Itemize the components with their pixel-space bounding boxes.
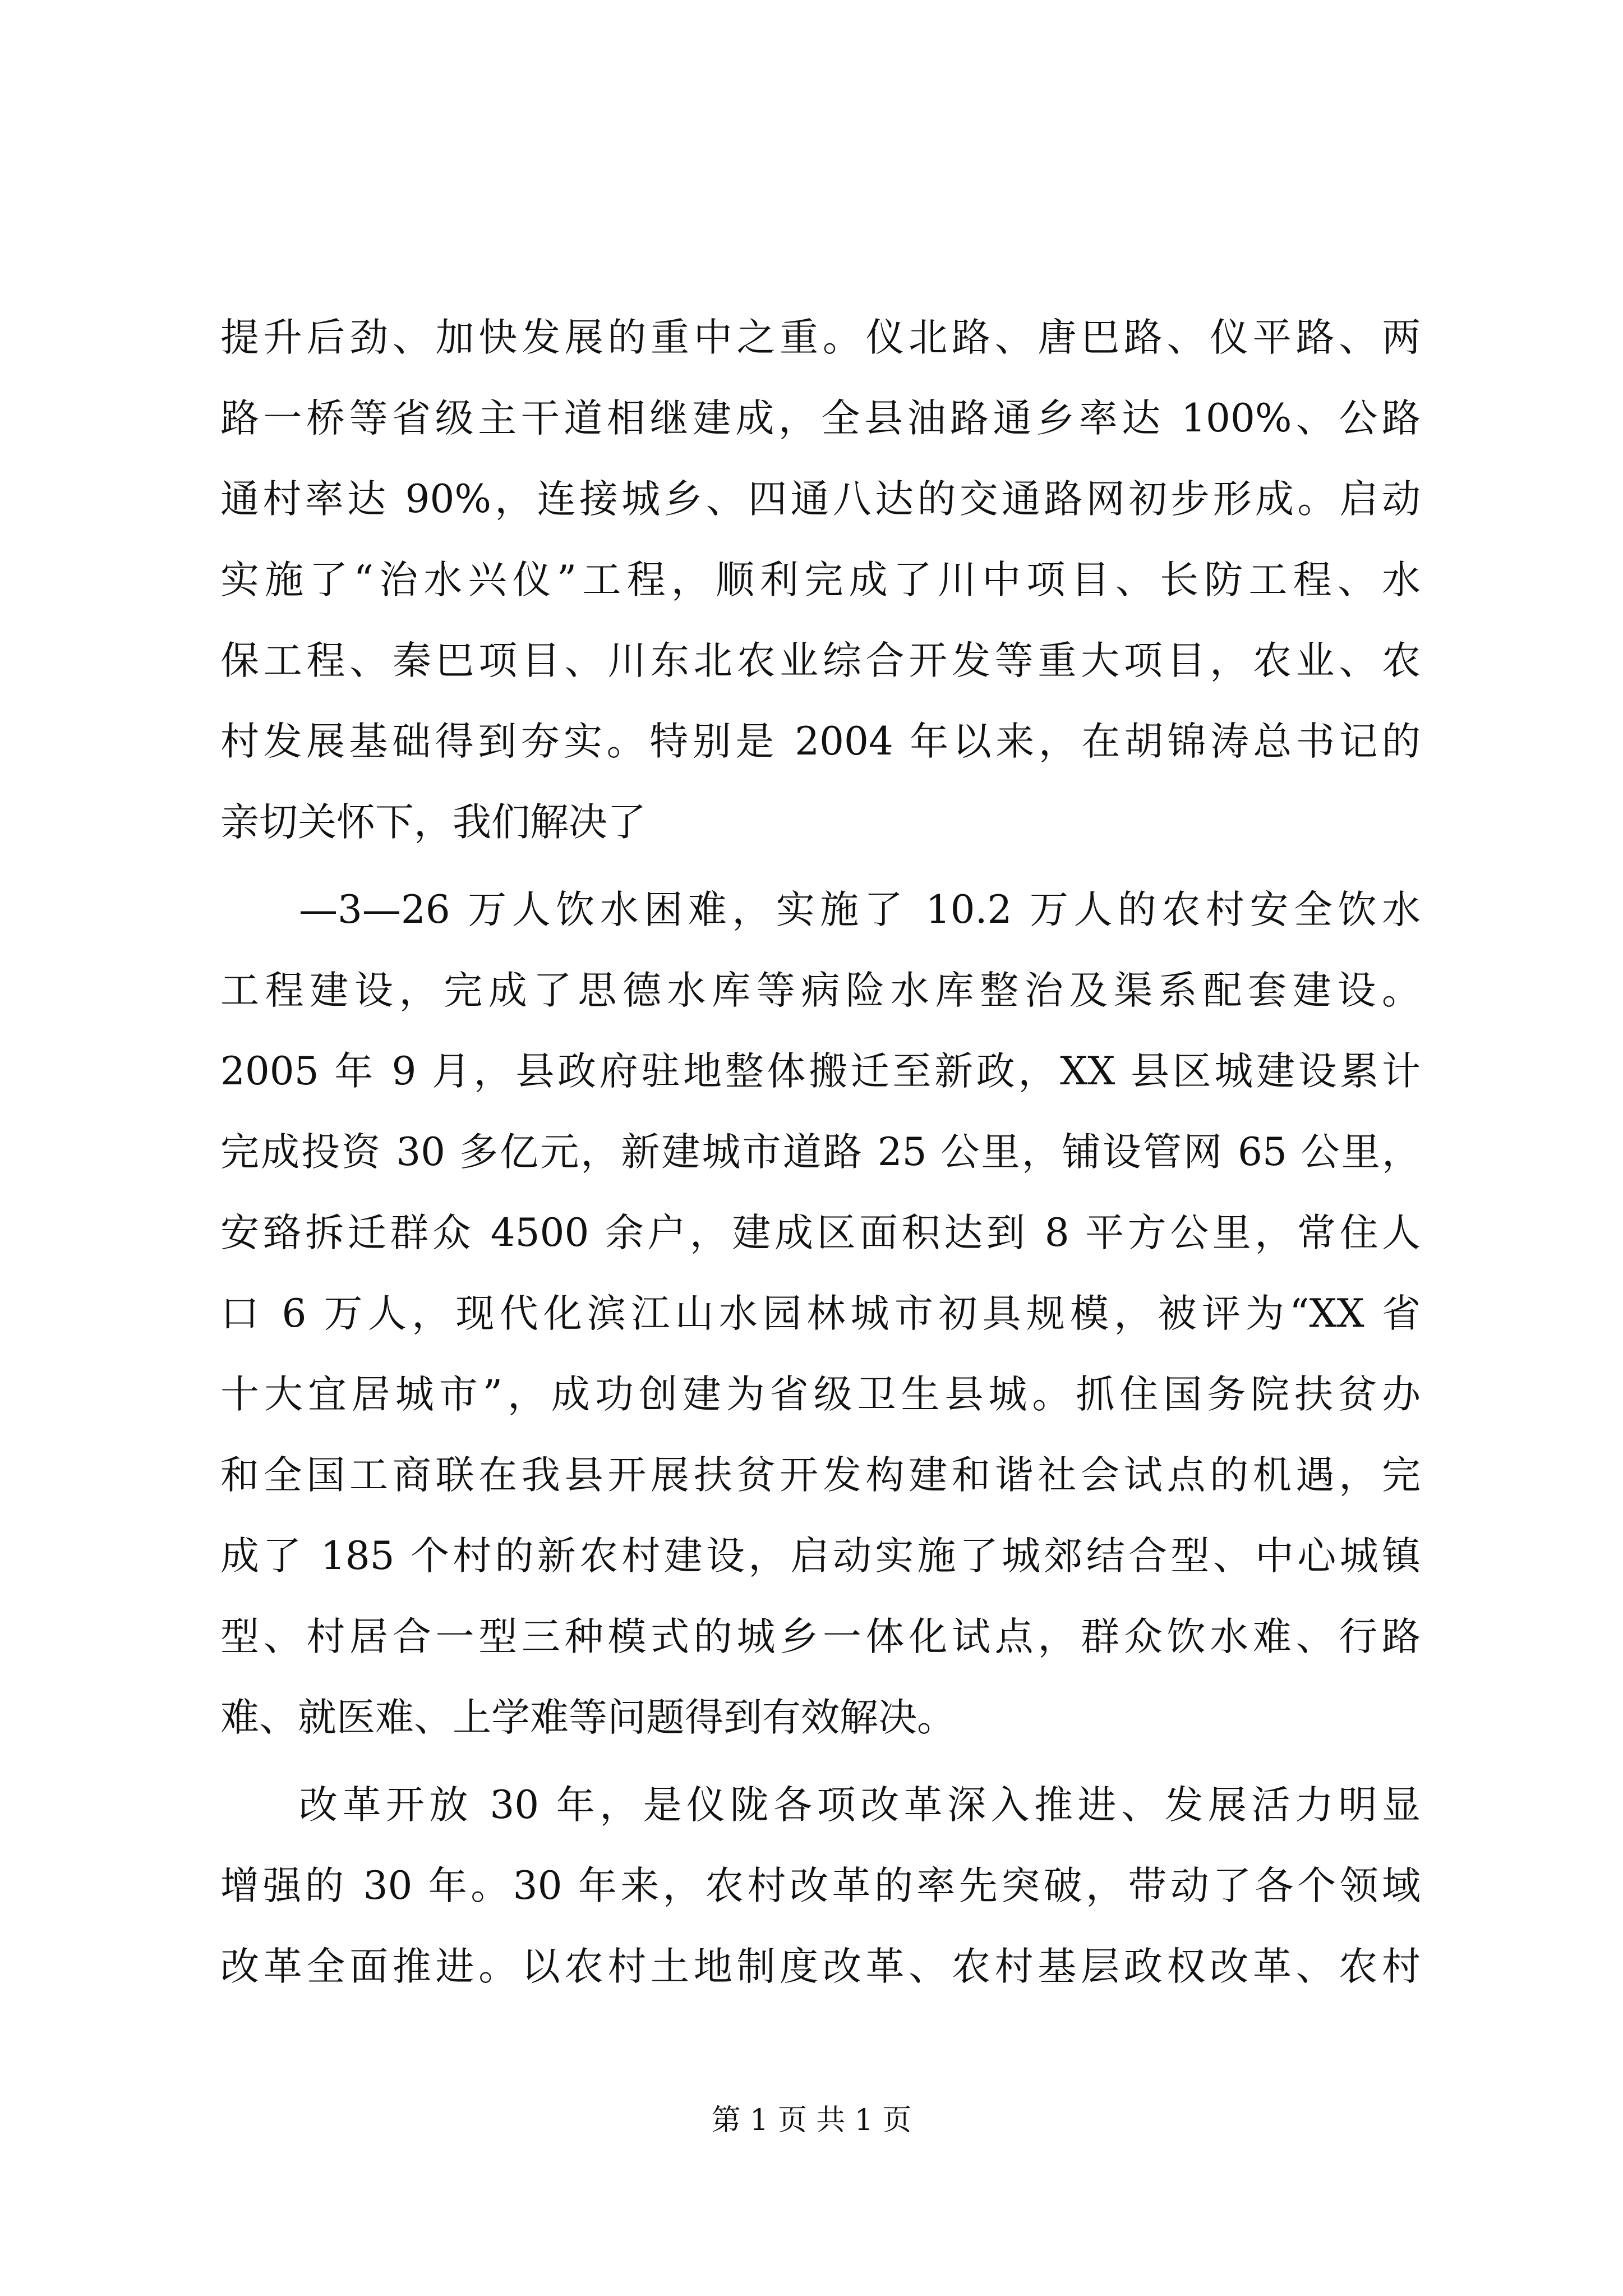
text-line: 实施了“治水兴仪”工程，顺利完成了川中项目、长防工程、水 bbox=[220, 558, 1421, 602]
text-line: 十大宜居城市”，成功创建为省级卫生县城。抓住国务院扶贫办 bbox=[220, 1372, 1421, 1417]
text-line: 难、就医难、上学难等问题得到有效解决。 bbox=[220, 1695, 956, 1740]
text-line: 亲切关怀下，我们解决了 bbox=[220, 800, 646, 845]
text-line: 保工程、秦巴项目、川东北农业综合开发等重大项目，农业、农 bbox=[220, 638, 1421, 683]
text-line: 口 6 万人，现代化滨江山水园林城市初具规模，被评为“XX 省 bbox=[220, 1291, 1421, 1336]
text-line: 村发展基础得到夯实。特别是 2004 年以来，在胡锦涛总书记的 bbox=[220, 719, 1421, 764]
text-line: 提升后劲、加快发展的重中之重。仪北路、唐巴路、仪平路、两 bbox=[220, 315, 1421, 360]
text-line: 安臵拆迁群众 4500 余户，建成区面积达到 8 平方公里，常住人 bbox=[220, 1211, 1421, 1255]
text-line: 通村率达 90%，连接城乡、四通八达的交通路网初步形成。启动 bbox=[220, 477, 1421, 522]
text-line: 改革全面推进。以农村土地制度改革、农村基层政权改革、农村 bbox=[220, 1944, 1421, 1989]
paragraph-first-line: —3—26 万人饮水困难，实施了 10.2 万人的农村安全饮水 bbox=[299, 887, 1421, 932]
paragraph-first-line: 改革开放 30 年，是仪陇各项改革深入推进、发展活力明显 bbox=[299, 1783, 1421, 1828]
text-line: 完成投资 30 多亿元，新建城市道路 25 公里，铺设管网 65 公里， bbox=[220, 1130, 1421, 1175]
page-footer: 第 1 页 共 1 页 bbox=[711, 2104, 912, 2137]
text-line: 型、村居合一型三种模式的城乡一体化试点，群众饮水难、行路 bbox=[220, 1614, 1421, 1659]
text-line: 和全国工商联在我县开展扶贫开发构建和谐社会试点的机遇，完 bbox=[220, 1453, 1421, 1498]
text-line: 路一桥等省级主干道相继建成，全县油路通乡率达 100%、公路 bbox=[220, 396, 1421, 441]
text-line: 2005 年 9 月，县政府驻地整体搬迁至新政，XX 县区城建设累计 bbox=[220, 1049, 1421, 1094]
text-line: 工程建设，完成了思德水库等病险水库整治及渠系配套建设。 bbox=[220, 968, 1421, 1013]
text-line: 成了 185 个村的新农村建设，启动实施了城郊结合型、中心城镇 bbox=[220, 1534, 1421, 1579]
document-body bbox=[220, 297, 1421, 2007]
text-line: 增强的 30 年。30 年来，农村改革的率先突破，带动了各个领域 bbox=[220, 1864, 1421, 1908]
